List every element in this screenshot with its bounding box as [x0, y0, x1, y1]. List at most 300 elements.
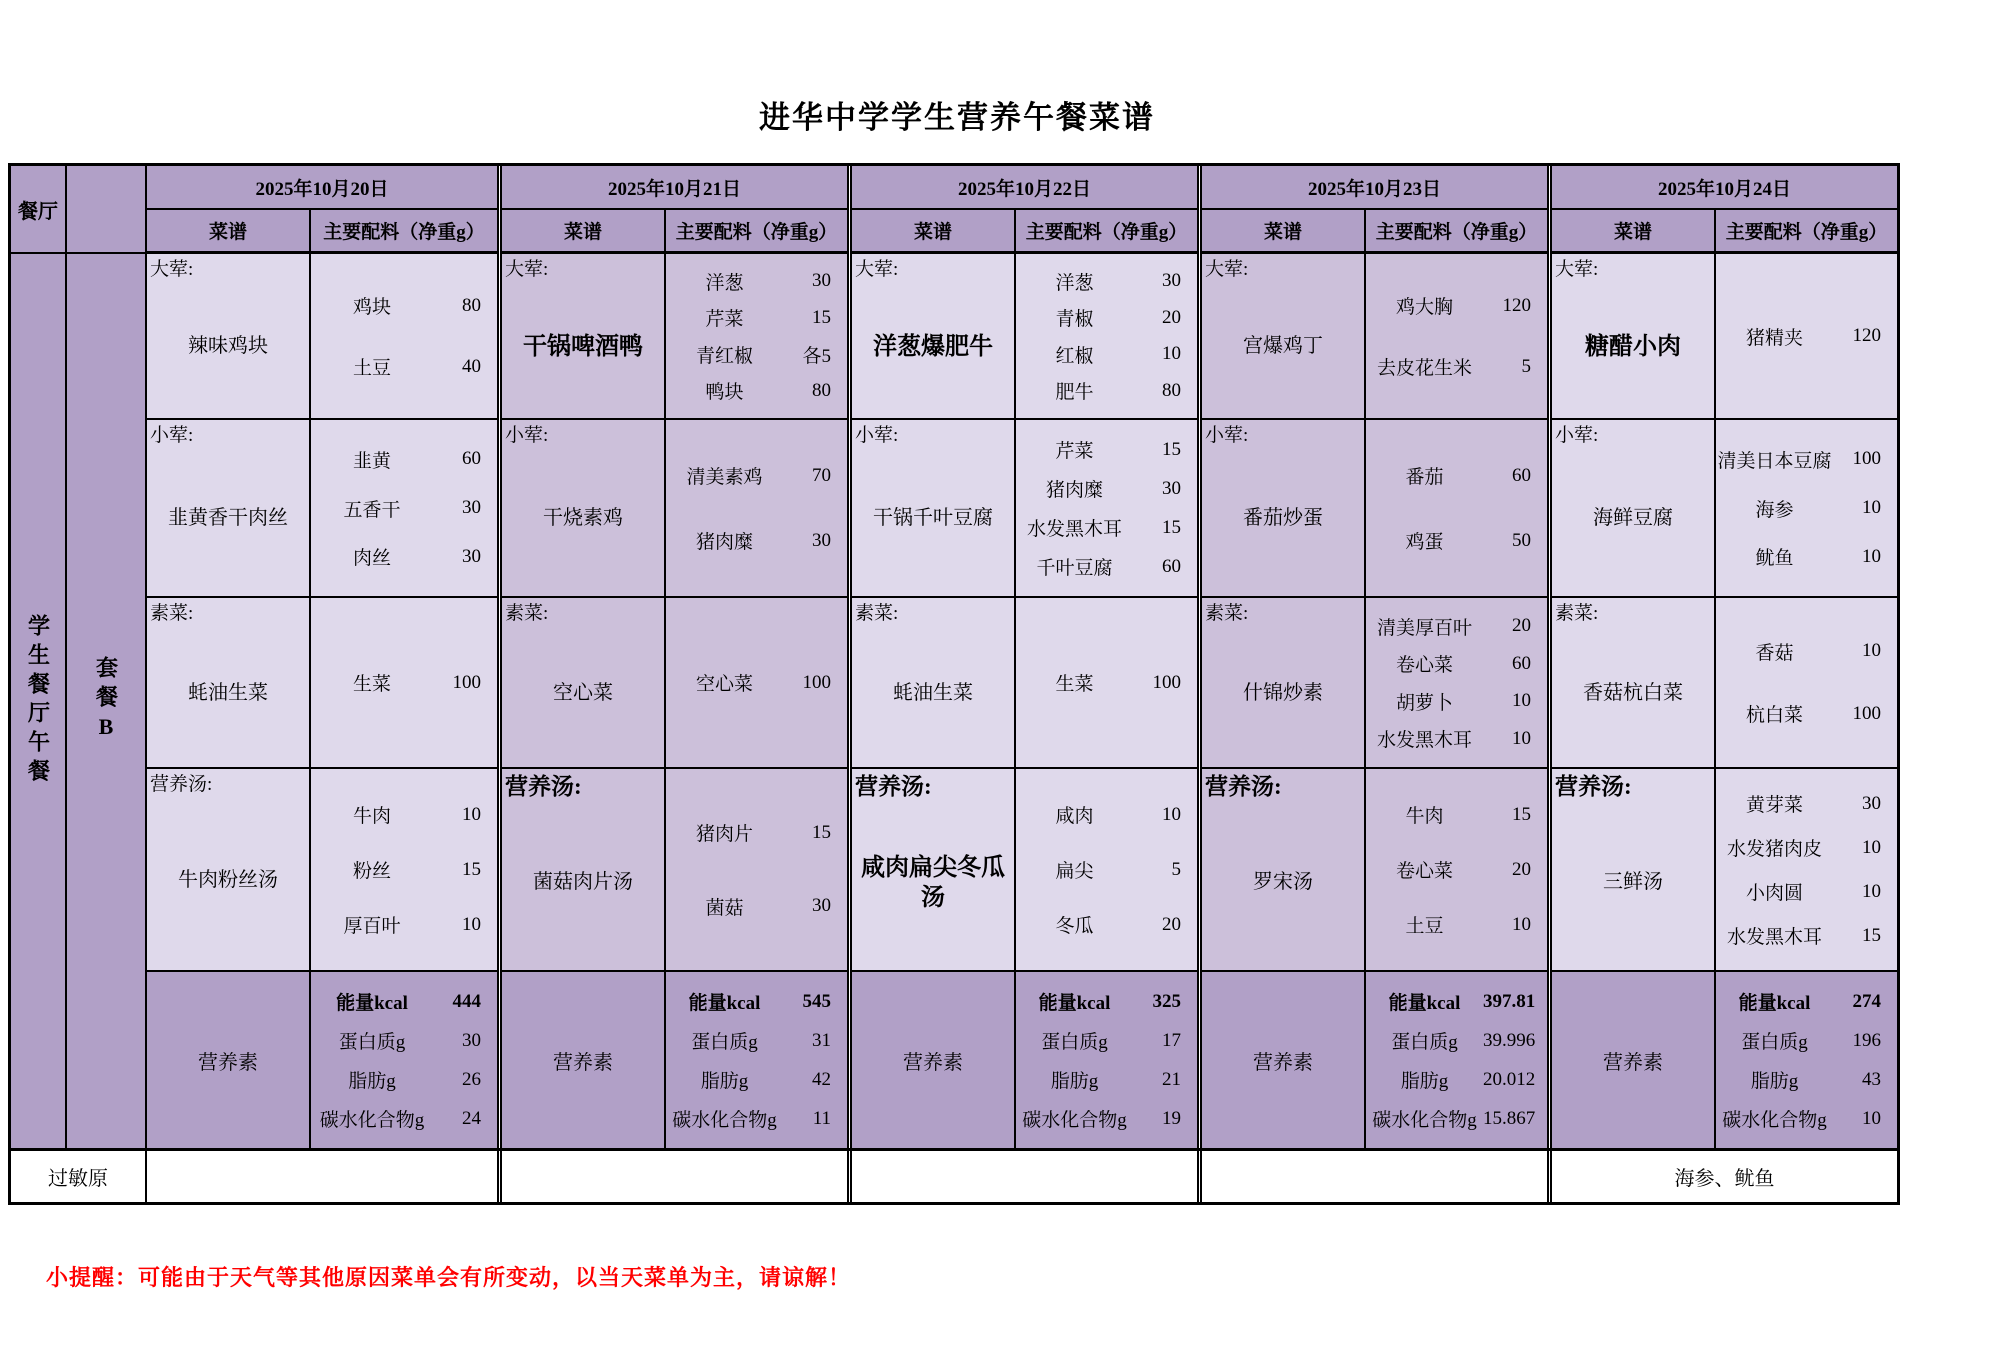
ingredient-qty: 10: [1162, 343, 1181, 365]
course-row: [502, 420, 847, 598]
subheader-row: [852, 210, 1197, 254]
ingredient-qty: 10: [462, 803, 481, 825]
ingredient-name: 厚百叶: [343, 916, 401, 937]
ingredient-row: [1366, 462, 1547, 489]
menu-col-header: 菜谱: [852, 210, 1016, 251]
course-menu-cell: [147, 420, 311, 596]
nutrient-label: 营养素: [198, 1051, 258, 1074]
nutrient-values-cell: [311, 972, 497, 1148]
nutrient-value: 11: [812, 1107, 831, 1129]
course-menu-cell: [1552, 420, 1716, 596]
ingredient-name: 千叶豆腐: [1036, 558, 1113, 579]
day-block: [1197, 166, 1547, 1148]
nutrient-name: 碳水化合物g: [1022, 1110, 1127, 1131]
menu-col-header: 菜谱: [147, 210, 311, 251]
ingredient-qty: 10: [1162, 803, 1181, 825]
ingredient-row: [311, 353, 497, 380]
ingredients-cell: [666, 420, 847, 596]
ingredient-name: 卷心菜: [1395, 655, 1453, 677]
course-row: [147, 769, 497, 972]
ingredient-row: [1016, 801, 1197, 828]
course-menu-cell: [1202, 769, 1366, 970]
dish-wrap: [855, 281, 1011, 413]
ingredient-qty: 20: [1512, 615, 1531, 637]
nutrient-line: [311, 1066, 497, 1093]
nutrient-row: [147, 972, 497, 1148]
ingredient-row: [666, 669, 847, 696]
day-block: [1547, 166, 1897, 1148]
ingredient-qty: 80: [812, 379, 831, 401]
ingredients-col-header: 主要配料（净重g）: [1725, 222, 1888, 243]
ingredient-name: 空心菜: [695, 674, 753, 695]
ingredient-row: [1366, 650, 1547, 677]
nutrient-value: 24: [462, 1107, 481, 1129]
ingredient-row: [1716, 446, 1897, 473]
ingredients-cell: [1366, 420, 1547, 596]
ingredient-qty: 15: [812, 306, 831, 328]
ingredient-qty: 30: [1162, 477, 1181, 499]
ingredient-qty: 30: [1162, 270, 1181, 292]
ingredient-row: [311, 543, 497, 570]
nutrient-name: 能量kcal: [1038, 993, 1111, 1014]
nutrient-name: 脂肪g: [348, 1071, 396, 1092]
restaurant-body-cell: [11, 254, 65, 1148]
course-menu-cell: [147, 254, 311, 418]
ingredient-qty: 30: [462, 497, 481, 518]
dish-name: 什锦炒素: [1243, 681, 1323, 704]
ingredient-name: 土豆: [1405, 916, 1444, 937]
course-label: 营养汤:: [150, 774, 213, 795]
ingredients-cell: [1016, 598, 1197, 767]
nutrient-value: 444: [452, 990, 481, 1012]
ingredient-name: 水发黑木耳: [1726, 927, 1822, 948]
subheader-row: [1202, 210, 1547, 254]
menu-col-header: 菜谱: [1202, 210, 1366, 251]
course-label: 营养汤:: [1555, 774, 1632, 799]
dish-name: 海鲜豆腐: [1593, 507, 1673, 530]
ingredient-name: 番茄: [1405, 467, 1444, 488]
course-label: 小荤:: [1205, 425, 1249, 446]
nutrient-row: [502, 972, 847, 1148]
ingredient-row: [1366, 856, 1547, 883]
dish-name: 干锅啤酒鸭: [523, 333, 643, 360]
course-menu-cell: [147, 598, 311, 767]
nutrient-name: 能量kcal: [336, 993, 408, 1014]
nutrient-line: [1016, 1066, 1197, 1093]
dish-wrap: [1555, 281, 1711, 413]
course-row: [1552, 598, 1897, 769]
ingredient-row: [1366, 353, 1547, 380]
ingredient-qty: 50: [1512, 529, 1531, 551]
ingredients-cell: [1716, 254, 1897, 418]
ingredients-cell: [311, 420, 497, 596]
ingredient-qty: 15: [1512, 803, 1531, 825]
course-menu-cell: [502, 254, 666, 418]
ingredient-row: [1716, 638, 1897, 665]
ingredient-name: 去皮花生米: [1376, 358, 1472, 379]
course-row: [1552, 420, 1897, 598]
date-header: 2025年10月21日: [502, 166, 847, 210]
ingredient-row: [1016, 304, 1197, 331]
course-menu-cell: [1202, 254, 1366, 418]
ingredient-name: 小肉圆: [1745, 883, 1803, 904]
ingredient-name: 扁尖: [1055, 861, 1094, 882]
course-label: 营养汤:: [1205, 774, 1282, 799]
nutrient-name: 脂肪g: [1050, 1071, 1099, 1092]
footer-note: 小提醒：可能由于天气等其他原因菜单会有所变动，以当天菜单为主，请谅解！: [46, 1265, 852, 1290]
ingredient-qty: 10: [462, 913, 481, 935]
course-label: 小荤:: [1555, 425, 1599, 446]
course-label: 营养汤:: [505, 774, 582, 799]
ingredient-row: [1716, 878, 1897, 905]
meal-set-header-spacer: [67, 166, 145, 254]
nutrient-value: 274: [1852, 990, 1881, 1012]
ingredient-qty: 40: [462, 355, 481, 377]
ingredients-col-header: 主要配料（净重g）: [1375, 222, 1538, 243]
ingredient-qty: 70: [812, 464, 831, 486]
ingredient-row: [1366, 725, 1547, 752]
ingredient-name: 青红椒: [695, 345, 753, 367]
ingredient-row: [1016, 341, 1197, 368]
dish-wrap: [150, 447, 306, 591]
ingredient-qty: 80: [462, 294, 481, 316]
nutrient-value: 39.996: [1483, 1029, 1536, 1051]
nutrient-name: 脂肪g: [700, 1071, 749, 1092]
nutrient-values-cell: [1716, 972, 1897, 1148]
ingredient-name: 芹菜: [1055, 441, 1094, 462]
nutrient-name: 蛋白质g: [338, 1032, 406, 1053]
course-label: 素菜:: [505, 603, 549, 624]
ingredient-row: [1716, 700, 1897, 727]
ingredient-name: 水发猪肉皮: [1726, 839, 1822, 860]
allergen-label: 过敏原: [11, 1151, 147, 1202]
ingredient-row: [1016, 377, 1197, 404]
nutrient-label-cell: [502, 972, 666, 1148]
dish-name: 香菇杭白菜: [1583, 681, 1683, 704]
ingredients-cell: [311, 598, 497, 767]
ingredient-row: [1366, 613, 1547, 640]
ingredient-qty: 15: [812, 821, 831, 843]
ingredients-cell: [666, 254, 847, 418]
subheader-row: [502, 210, 847, 254]
course-label: 大荤:: [505, 259, 549, 280]
ingredient-qty: 5: [1521, 355, 1531, 377]
ingredient-qty: 5: [1171, 858, 1181, 880]
course-row: [1202, 598, 1547, 769]
restaurant-column: [11, 166, 67, 1148]
ingredients-cell: [1366, 254, 1547, 418]
dish-wrap: [150, 281, 306, 413]
ingredients-col-header: 主要配料（净重g）: [323, 222, 485, 243]
ingredient-name: 香菇: [1755, 642, 1794, 664]
ingredient-qty: 15: [1162, 438, 1181, 460]
nutrient-name: 碳水化合物g: [319, 1110, 425, 1131]
nutrient-line: [1366, 1105, 1547, 1132]
menu-col-header: 菜谱: [502, 210, 666, 251]
ingredient-row: [1716, 922, 1897, 949]
ingredient-qty: 10: [1862, 836, 1881, 858]
ingredient-qty: 30: [812, 270, 831, 292]
ingredients-cell: [666, 598, 847, 767]
ingredient-name: 青椒: [1055, 309, 1094, 331]
ingredient-name: 水发黑木耳: [1376, 730, 1472, 752]
course-label: 素菜:: [150, 603, 194, 624]
ingredient-qty: 120: [1502, 294, 1531, 316]
nutrient-value: 325: [1152, 990, 1181, 1012]
ingredient-qty: 10: [1862, 497, 1881, 518]
ingredient-qty: 各5: [802, 345, 831, 367]
nutrient-value: 43: [1862, 1068, 1881, 1090]
nutrient-name: 蛋白质g: [1391, 1032, 1458, 1053]
dish-name: 糖醋小肉: [1585, 333, 1681, 360]
ingredient-row: [1716, 543, 1897, 570]
table-main: [11, 166, 1897, 1148]
course-menu-cell: [502, 769, 666, 970]
restaurant-body-label: 学生餐厅午餐: [25, 614, 51, 788]
ingredient-row: [1016, 911, 1197, 938]
ingredient-row: [311, 911, 497, 938]
course-menu-cell: [502, 420, 666, 596]
nutrient-value: 30: [462, 1029, 481, 1051]
ingredient-row: [666, 304, 847, 331]
ingredient-name: 清美日本豆腐: [1717, 450, 1832, 472]
nutrient-name: 能量kcal: [1388, 993, 1461, 1014]
ingredient-row: [1016, 553, 1197, 580]
ingredient-row: [666, 268, 847, 295]
ingredient-name: 水发黑木耳: [1026, 519, 1122, 540]
ingredient-row: [311, 669, 497, 696]
course-row: [1552, 254, 1897, 420]
ingredient-name: 海参: [1755, 499, 1794, 521]
nutrient-value: 31: [812, 1029, 831, 1051]
dish-name: 韭黄香干肉丝: [168, 507, 288, 530]
nutrient-line: [1716, 1027, 1897, 1054]
course-row: [147, 420, 497, 598]
ingredient-name: 洋葱: [705, 272, 744, 294]
course-row: [852, 254, 1197, 420]
ingredient-row: [311, 292, 497, 319]
ingredient-row: [666, 462, 847, 489]
dish-wrap: [505, 625, 661, 762]
ingredient-row: [1016, 475, 1197, 502]
allergen-row: [11, 1148, 1897, 1202]
dish-name: 蚝油生菜: [188, 681, 268, 704]
ingredient-qty: 60: [1512, 652, 1531, 674]
nutrient-value: 19: [1162, 1107, 1181, 1129]
ingredient-name: 猪肉糜: [1045, 480, 1103, 501]
nutrient-label-cell: [852, 972, 1016, 1148]
ingredient-row: [1716, 834, 1897, 861]
dish-name: 宫爆鸡丁: [1243, 335, 1323, 358]
nutrient-line: [666, 1105, 847, 1132]
course-row: [1202, 769, 1547, 972]
nutrient-line: [1366, 988, 1547, 1015]
course-menu-cell: [1202, 420, 1366, 596]
course-row: [1202, 254, 1547, 420]
dish-name: 蚝油生菜: [893, 681, 973, 704]
ingredient-row: [311, 856, 497, 883]
ingredient-qty: 100: [1852, 702, 1881, 724]
ingredient-qty: 10: [1862, 640, 1881, 662]
meal-set-cell: [67, 254, 145, 1148]
ingredient-name: 猪肉片: [695, 824, 753, 846]
ingredient-qty: 10: [1512, 727, 1531, 749]
nutrient-value: 21: [1162, 1068, 1181, 1090]
ingredient-qty: 60: [1162, 555, 1181, 577]
ingredient-row: [1016, 514, 1197, 541]
ingredient-name: 土豆: [352, 358, 391, 379]
ingredient-name: 猪肉糜: [695, 532, 753, 553]
allergen-value: [147, 1151, 497, 1202]
course-label: 大荤:: [855, 259, 899, 280]
nutrient-line: [1366, 1066, 1547, 1093]
date-header: 2025年10月23日: [1202, 166, 1547, 210]
nutrient-row: [852, 972, 1197, 1148]
dish-name: 咸肉扁尖冬瓜汤: [861, 854, 1005, 911]
subheader-row: [1552, 210, 1897, 254]
ingredients-cell: [1016, 254, 1197, 418]
ingredient-row: [1716, 323, 1897, 350]
ingredients-cell: [1366, 769, 1547, 970]
ingredient-qty: 100: [802, 671, 831, 693]
nutrient-value: 545: [802, 990, 831, 1012]
nutrient-label: 营养素: [553, 1051, 613, 1074]
dish-name: 干烧素鸡: [543, 507, 623, 530]
course-label: 营养汤:: [855, 774, 932, 799]
ingredient-name: 牛肉: [1405, 806, 1444, 827]
ingredient-name: 肥牛: [1055, 382, 1094, 404]
ingredient-row: [311, 446, 497, 473]
ingredients-cell: [1016, 420, 1197, 596]
ingredient-name: 洋葱: [1055, 272, 1094, 294]
nutrient-name: 蛋白质g: [1041, 1032, 1108, 1053]
ingredient-name: 清美素鸡: [686, 467, 763, 488]
dish-name: 辣味鸡块: [188, 335, 268, 358]
ingredient-qty: 10: [1512, 690, 1531, 712]
course-label: 素菜:: [855, 603, 899, 624]
nutrient-label-cell: [147, 972, 311, 1148]
dish-wrap: [1205, 625, 1361, 762]
nutrient-label-cell: [1552, 972, 1716, 1148]
course-label: 大荤:: [1205, 259, 1249, 280]
course-label: 素菜:: [1555, 603, 1599, 624]
ingredient-name: 卷心菜: [1395, 861, 1453, 882]
course-row: [852, 769, 1197, 972]
course-label: 小荤:: [505, 425, 549, 446]
dish-name: 罗宋汤: [1253, 871, 1313, 894]
ingredient-row: [666, 341, 847, 368]
dish-wrap: [150, 625, 306, 762]
ingredient-qty: 100: [452, 671, 481, 693]
ingredient-qty: 20: [1162, 913, 1181, 935]
ingredient-qty: 30: [462, 545, 481, 567]
date-header: 2025年10月22日: [852, 166, 1197, 210]
ingredient-row: [1016, 268, 1197, 295]
nutrient-line: [311, 1027, 497, 1054]
course-row: [1552, 769, 1897, 972]
dish-name: 干锅千叶豆腐: [873, 507, 993, 530]
dish-wrap: [1555, 625, 1711, 762]
nutrient-line: [1716, 988, 1897, 1015]
nutrient-line: [1366, 1027, 1547, 1054]
ingredient-row: [666, 377, 847, 404]
dish-wrap: [1205, 281, 1361, 413]
ingredient-name: 鸡块: [352, 297, 391, 318]
course-menu-cell: [1552, 598, 1716, 767]
course-row: [852, 598, 1197, 769]
dish-wrap: [1205, 447, 1361, 591]
ingredient-qty: 20: [1512, 858, 1531, 880]
allergen-cells: [147, 1151, 1897, 1202]
ingredients-cell: [311, 254, 497, 418]
menu-col-header: 菜谱: [1552, 210, 1716, 251]
ingredient-qty: 30: [812, 895, 831, 917]
nutrient-value: 17: [1162, 1029, 1181, 1051]
ingredients-col-header: 主要配料（净重g）: [675, 222, 838, 243]
nutrient-values-cell: [1366, 972, 1547, 1148]
ingredient-row: [666, 819, 847, 846]
dish-wrap: [1555, 447, 1711, 591]
dish-wrap: [505, 281, 661, 413]
nutrient-label-cell: [1202, 972, 1366, 1148]
day-block: [147, 166, 497, 1148]
nutrient-name: 蛋白质g: [1741, 1032, 1808, 1053]
ingredient-row: [666, 893, 847, 920]
ingredient-qty: 30: [1862, 792, 1881, 814]
ingredient-qty: 15: [1162, 516, 1181, 538]
nutrient-name: 能量kcal: [688, 993, 761, 1014]
ingredient-qty: 20: [1162, 306, 1181, 328]
ingredient-row: [1016, 856, 1197, 883]
nutrient-name: 碳水化合物g: [672, 1110, 777, 1131]
dish-wrap: [505, 800, 661, 965]
ingredient-name: 鸡大胸: [1395, 297, 1453, 318]
course-menu-cell: [147, 769, 311, 970]
ingredient-qty: 100: [1852, 448, 1881, 470]
course-label: 大荤:: [1555, 259, 1599, 280]
course-label: 小荤:: [855, 425, 899, 446]
ingredient-name: 韭黄: [352, 450, 391, 472]
nutrient-name: 脂肪g: [1400, 1071, 1449, 1092]
ingredient-name: 胡萝卜: [1395, 692, 1453, 714]
nutrient-line: [666, 1027, 847, 1054]
ingredient-row: [1366, 911, 1547, 938]
nutrient-line: [311, 988, 497, 1015]
ingredient-name: 鸡蛋: [1405, 532, 1444, 553]
ingredients-cell: [1716, 598, 1897, 767]
nutrient-line: [666, 988, 847, 1015]
course-row: [852, 420, 1197, 598]
nutrient-line: [1716, 1066, 1897, 1093]
course-row: [502, 598, 847, 769]
ingredient-row: [666, 527, 847, 554]
dish-wrap: [1205, 800, 1361, 965]
nutrient-line: [1716, 1105, 1897, 1132]
ingredients-cell: [1716, 420, 1897, 596]
course-menu-cell: [852, 769, 1016, 970]
course-row: [147, 598, 497, 769]
ingredient-qty: 60: [462, 448, 481, 470]
nutrient-row: [1202, 972, 1547, 1148]
nutrient-value: 42: [812, 1068, 831, 1090]
ingredient-name: 红椒: [1055, 345, 1094, 367]
nutrient-values-cell: [1016, 972, 1197, 1148]
course-menu-cell: [852, 598, 1016, 767]
menu-table: [8, 163, 1900, 1205]
dish-wrap: [150, 796, 306, 965]
course-menu-cell: [502, 598, 666, 767]
dish-wrap: [855, 447, 1011, 591]
